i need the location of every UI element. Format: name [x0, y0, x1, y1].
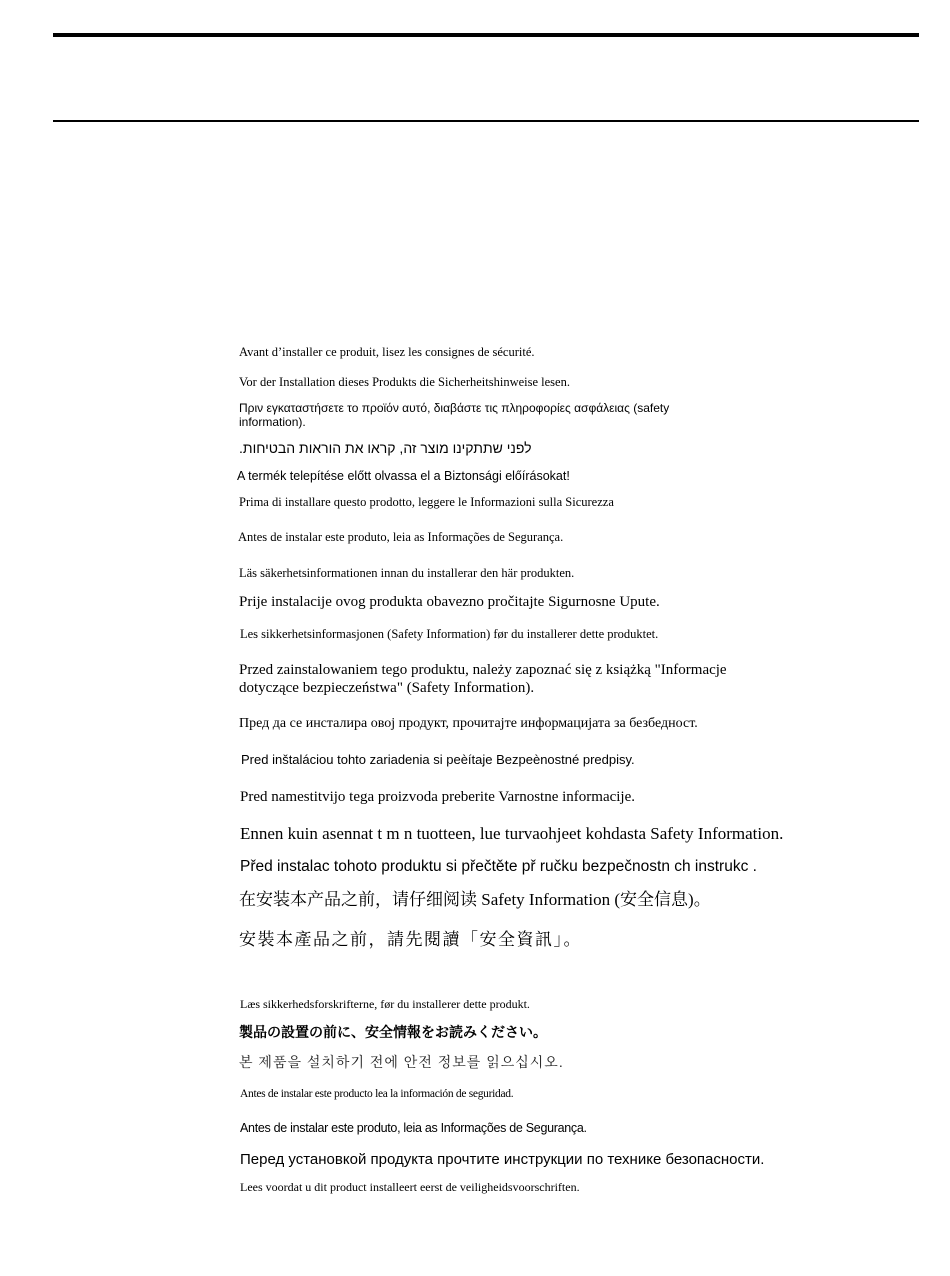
notice-hungarian: A termék telepítése előtt olvassa el a Biztonsági előírásokat!: [237, 469, 570, 483]
notice-greek: Πριν εγκαταστήσετε το προϊόν αυτό, διαβάστε τις πληροφορίες ασφάλειας (safety information).: [239, 401, 670, 430]
notice-macedonian: Пред да се инсталира овој продукт, прочитајте информацијата за безбедност.: [239, 716, 698, 731]
notice-hebrew: לפני שתתקינו מוצר זה, קראו את הוראות הבטיחות.: [239, 440, 532, 456]
notice-german: Vor der Installation dieses Produkts die Sicherheitshinweise lesen.: [239, 375, 570, 389]
notice-italian: Prima di installare questo prodotto, leggere le Informazioni sulla Sicurezza: [239, 495, 614, 509]
notice-slovak: Pred inštaláciou tohto zariadenia si peèítaje Bezpeènostné predpisy.: [241, 752, 635, 767]
notice-dutch: Lees voordat u dit product installeert eerst de veiligheidsvoorschriften.: [240, 1180, 580, 1194]
notice-portuguese-br: Antes de instalar este produto, leia as Informações de Segurança.: [238, 530, 564, 544]
notice-french: Avant d’installer ce produit, lisez les consignes de sécurité.: [239, 345, 535, 359]
notice-slovenian: Pred namestitvijo tega proizvoda preberite Varnostne informacije.: [240, 789, 636, 805]
notice-polish: Przed zainstalowaniem tego produktu, należy zapoznać się z książką "Informacje dotyczące bezpieczeństwa" (Safety Information).: [239, 662, 727, 696]
notice-chinese-simplified: 在安装本产品之前，请仔细阅读 Safety Information (安全信息)。: [239, 890, 711, 909]
notice-russian: Перед установкой продукта прочтите инструкции по технике безопасности.: [240, 1151, 765, 1168]
notice-danish: Læs sikkerhedsforskrifterne, før du installerer dette produkt.: [240, 997, 530, 1011]
notice-korean: 본 제품을 설치하기 전에 안전 정보를 읽으십시오.: [239, 1054, 564, 1070]
notice-spanish: Antes de instalar este producto lea la información de seguridad.: [240, 1088, 514, 1100]
header-rule: [53, 120, 919, 122]
notice-czech: Před instalac tohoto produktu si přečtěte př ručku bezpečnostn ch instrukc .: [240, 858, 757, 875]
notice-norwegian: Les sikkerhetsinformasjonen (Safety Information) før du installerer dette produktet.: [240, 627, 659, 641]
notice-japanese: 製品の設置の前に、安全情報をお読みください。: [239, 1024, 547, 1040]
notice-swedish: Läs säkerhetsinformationen innan du installerar den här produkten.: [239, 566, 575, 580]
notice-croatian: Prije instalacije ovog produkta obavezno pročitajte Sigurnosne Upute.: [239, 594, 660, 610]
notice-chinese-traditional: 安裝本產品之前，請先閱讀「安全資訊」。: [239, 930, 582, 949]
notice-finnish: Ennen kuin asennat t m n tuotteen, lue turvaohjeet kohdasta Safety Information.: [240, 824, 784, 843]
top-rule: [53, 33, 919, 37]
notice-portuguese: Antes de instalar este produto, leia as Informações de Segurança.: [240, 1121, 587, 1135]
